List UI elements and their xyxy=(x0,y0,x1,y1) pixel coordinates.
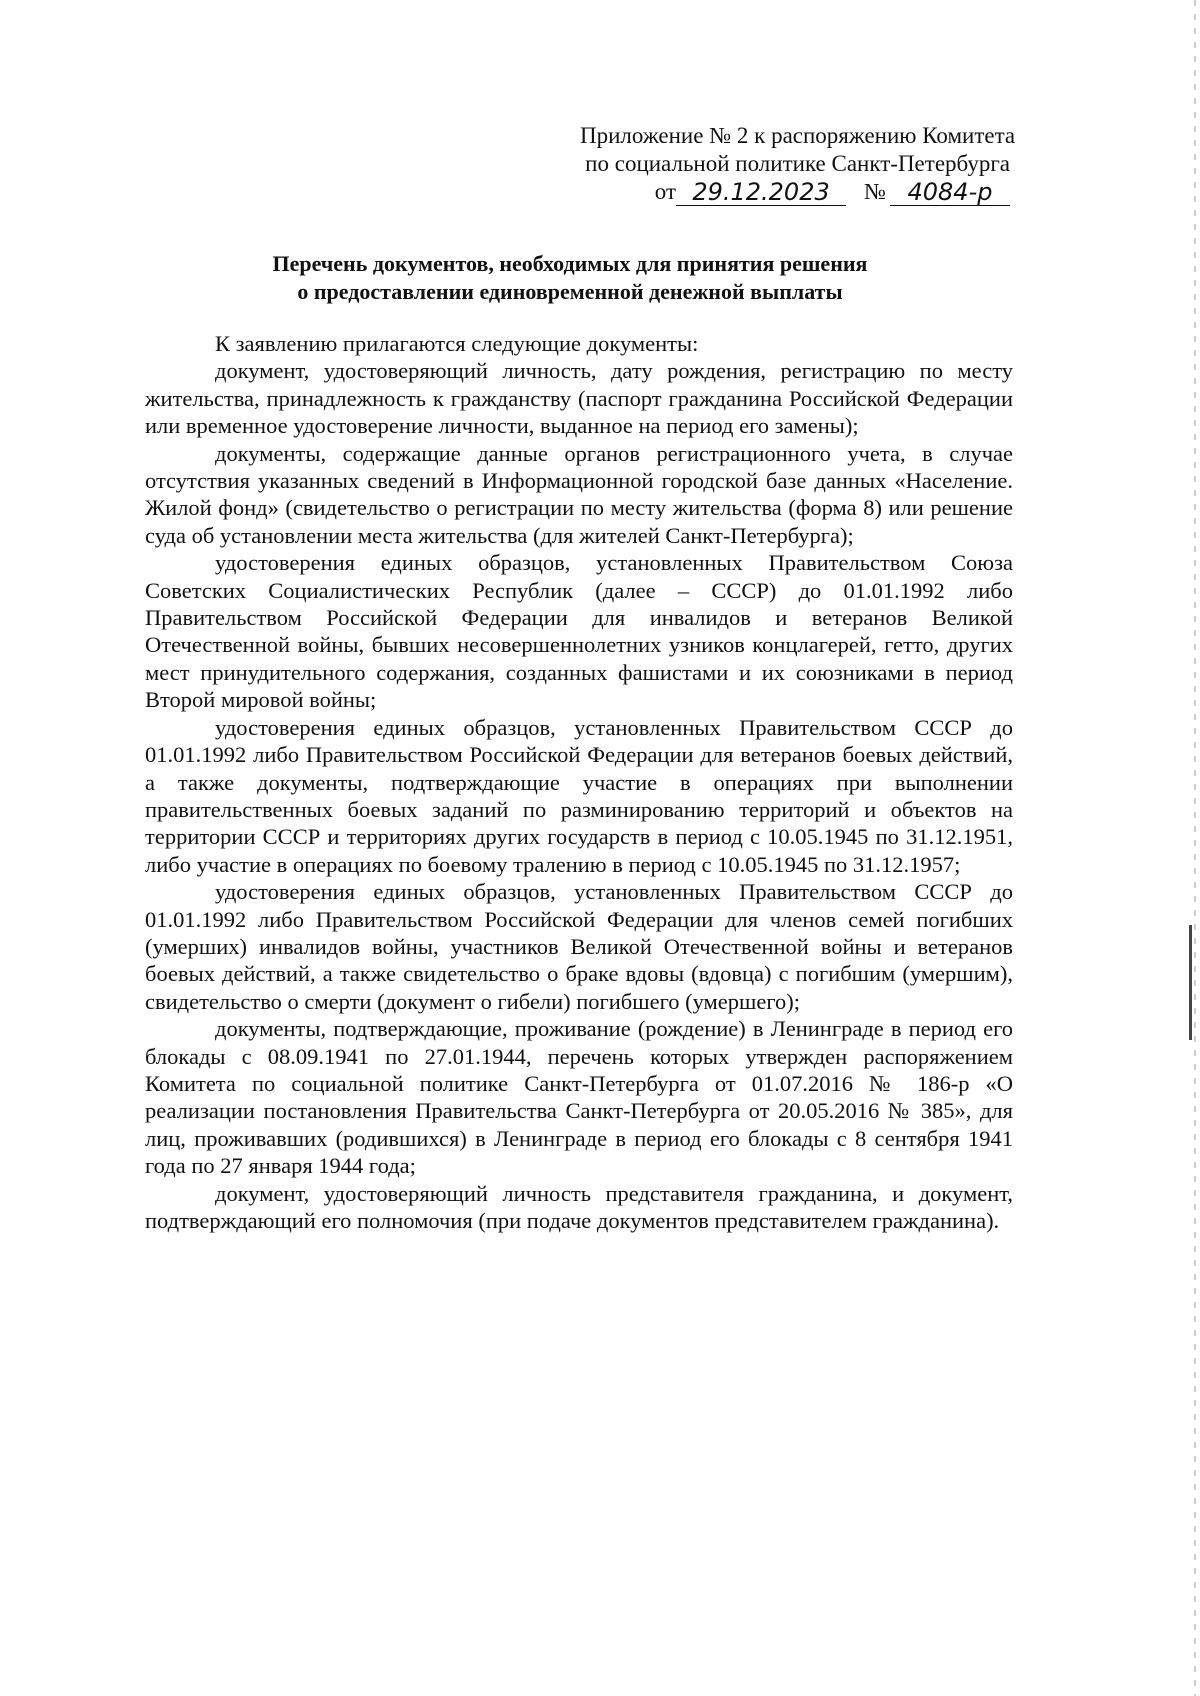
handwritten-order-number: 4084-р xyxy=(890,179,1010,206)
document-list-item: удостоверения единых образцов, установленных Правительством СССР до 01.01.1992 либо Правительством Российской Федерации для ветеранов боевых действий, а также документы, подтверждающие участие в операциях при выполнении правительственных боевых заданий по разминированию территорий и объектов на территории СССР и территориях других государств в период с 10.05.1945 по 31.12.1951, либо участие в операциях по боевому тралению в период с 10.05.1945 по 31.12.1957; xyxy=(145,714,1013,877)
appendix-header-line-2: по социальной политике Санкт-Петербурга xyxy=(585,151,1010,176)
handwritten-date: 29.12.2023 xyxy=(676,179,846,206)
date-prefix: от xyxy=(654,179,677,204)
document-title-line-1: Перечень документов, необходимых для принятия решения xyxy=(272,251,868,276)
document-title-line-2: о предоставлении единовременной денежной выплаты xyxy=(297,279,843,304)
scan-edge-artifact xyxy=(1194,0,1196,1696)
document-body xyxy=(145,330,1013,1234)
document-list-item: документы, содержащие данные органов регистрационного учета, в случае отсутствия указанных сведений в Информационной городской базе данных «Население. Жилой фонд» (свидетельство о регистрации по месту жительства (форма 8) или решение суда об установлении места жительства (для жителей Санкт-Петербурга); xyxy=(145,440,1013,548)
document-list-item: документ, удостоверяющий личность, дату рождения, регистрацию по месту жительства, принадлежность к гражданству (паспорт гражданина Российской Федерации или временное удостоверение личности, выданное на период его замены); xyxy=(145,358,1013,439)
document-list-item: удостоверения единых образцов, установленных Правительством Союза Советских Социалистических Республик (далее – СССР) до 01.01.1992 либо Правительством Российской Федерации для инвалидов и ветеранов Великой Отечественной войны, бывших несовершеннолетних узников концлагерей, гетто, других мест принудительного содержания, созданных фашистами и их союзниками в период Второй мировой войны; xyxy=(145,550,1013,713)
document-list-item: документы, подтверждающие, проживание (рождение) в Ленинграде в период его блокады с 08.09.1941 по 27.01.1944, перечень которых утвержден распоряжением Комитета по социальной политике Санкт-Петербурга от 01.07.2016 № 186-р «О реализации постановления Правительства Санкт-Петербурга от 20.05.2016 № 385», для лиц, проживавших (родившихся) в Ленинграде в период его блокады с 8 сентября 1941 года по 27 января 1944 года; xyxy=(145,1016,1013,1179)
scan-mark-artifact xyxy=(1189,925,1192,1040)
number-sign: № xyxy=(864,179,886,204)
document-list-item: документ, удостоверяющий личность представителя гражданина, и документ, подтверждающий его полномочия (при подаче документов представителем гражданина). xyxy=(145,1180,1013,1233)
document-title xyxy=(180,250,960,306)
appendix-header-line-1: Приложение № 2 к распоряжению Комитета xyxy=(580,123,1016,148)
document-list-item: удостоверения единых образцов, установленных Правительством СССР до 01.01.1992 либо Правительством Российской Федерации для членов семей погибших (умерших) инвалидов войны, участников Великой Отечественной войны и ветеранов боевых действий, а также свидетельство о браке вдовы (вдовца) с погибшим (умершим), свидетельство о смерти (документ о гибели) погибшего (умершего); xyxy=(145,879,1013,1014)
appendix-header xyxy=(580,122,1016,206)
order-date-number-line xyxy=(580,178,1010,206)
intro-paragraph: К заявлению прилагаются следующие документы: xyxy=(215,331,699,356)
